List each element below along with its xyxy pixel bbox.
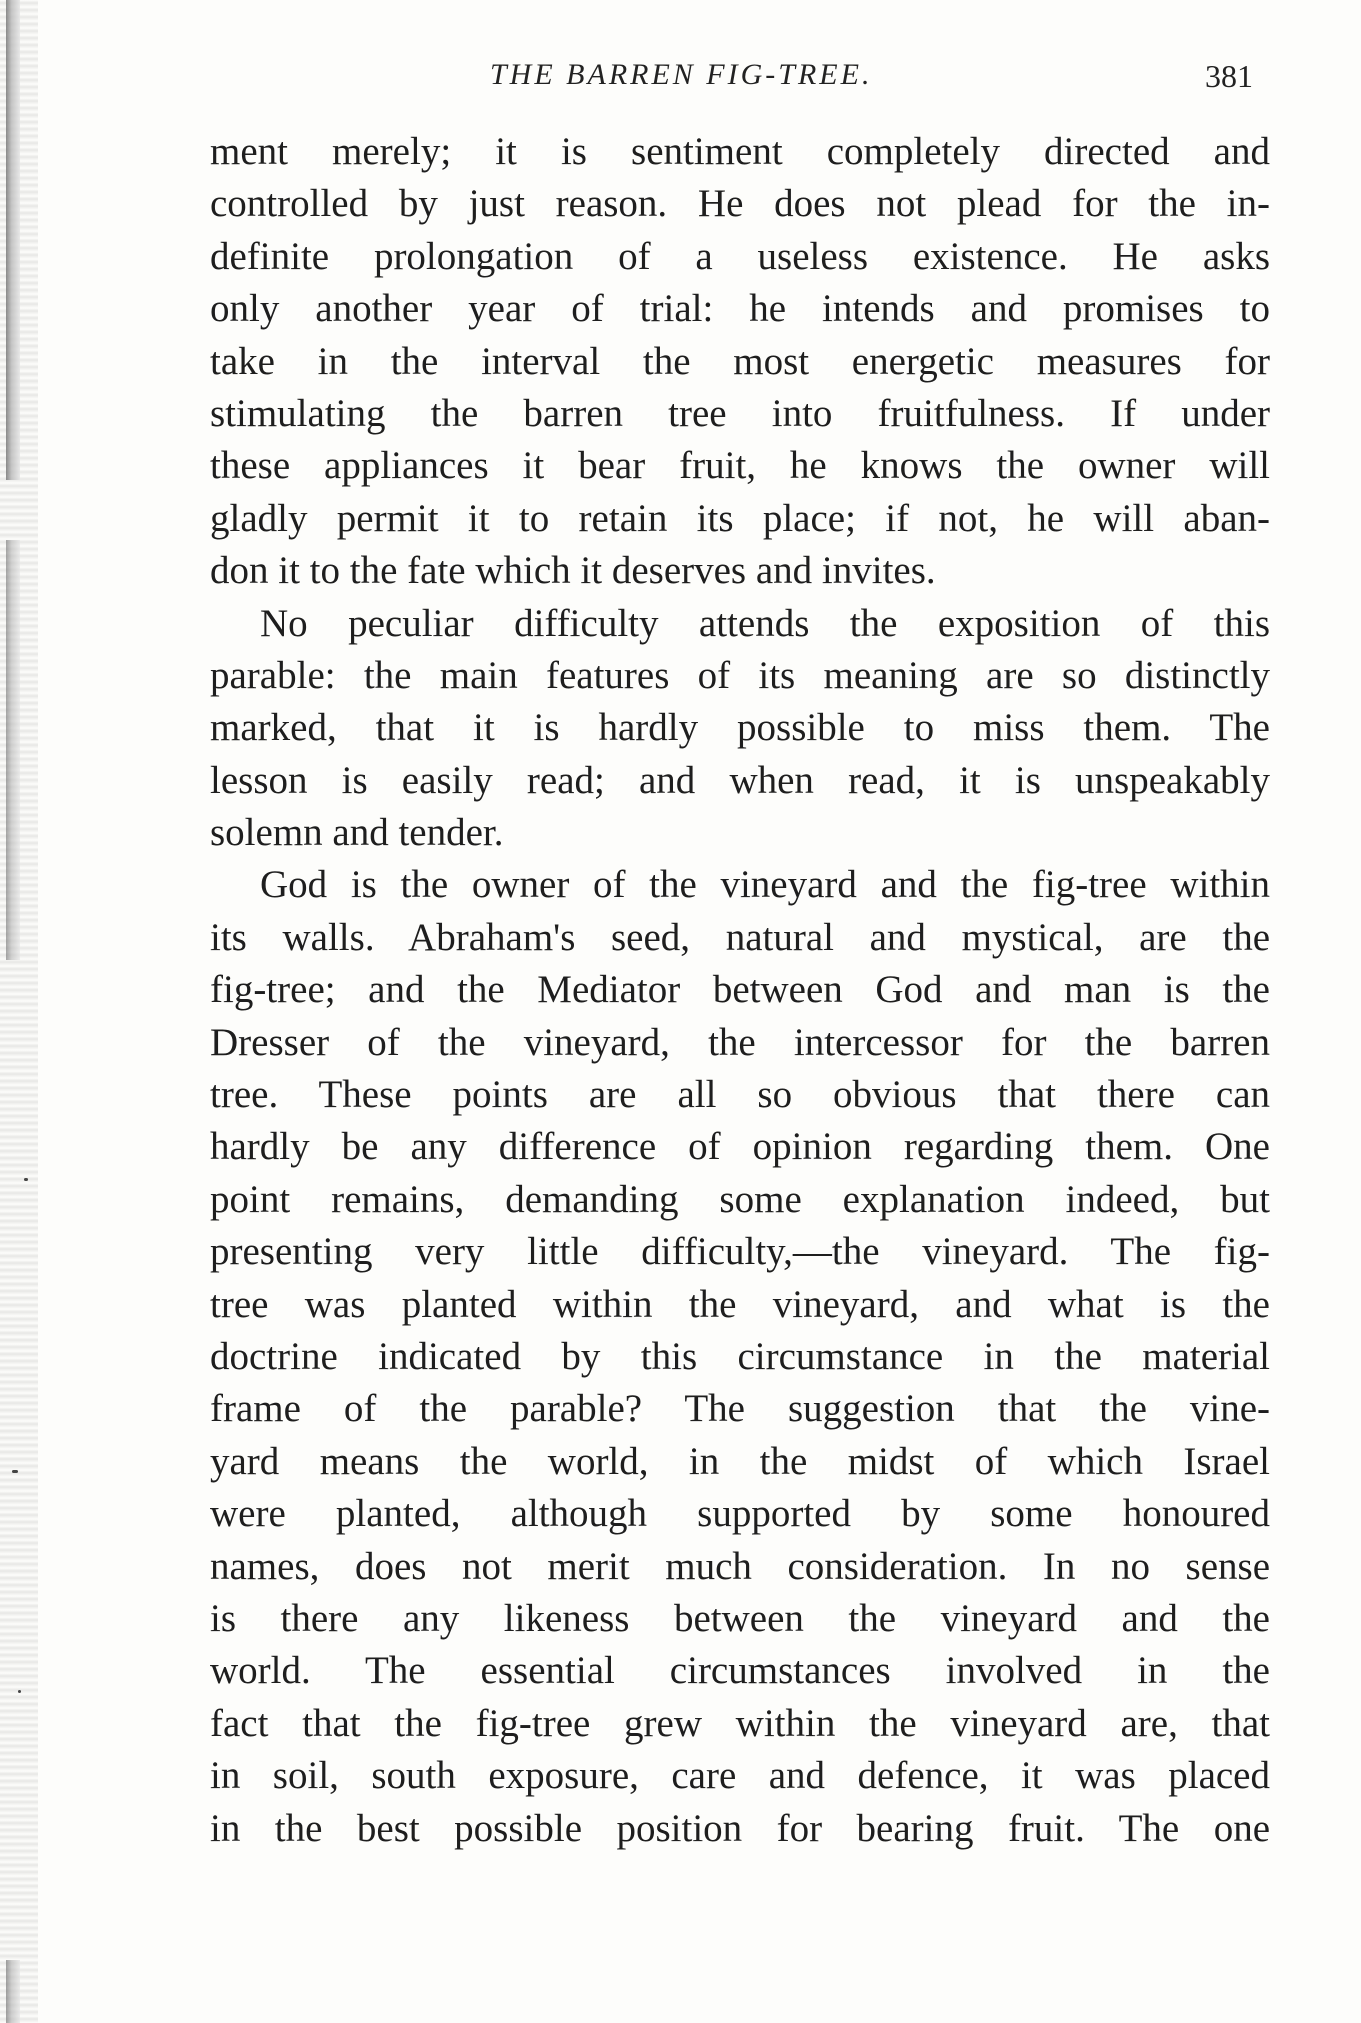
- text-line: fig-tree; and the Mediator between God and man is the: [210, 968, 1270, 1012]
- page-number: 381: [1205, 58, 1253, 94]
- text-line: in soil, south exposure, care and defence, it was placed: [210, 1754, 1270, 1798]
- binding-shadow: [6, 540, 20, 960]
- text-line: solemn and tender.: [210, 811, 504, 855]
- text-line: doctrine indicated by this circumstance in the material: [210, 1334, 1270, 1378]
- text-line: point remains, demanding some explanation indeed, but: [210, 1177, 1270, 1221]
- text-line: hardly be any difference of opinion regarding them. One: [210, 1125, 1270, 1169]
- text-line: gladly permit it to retain its place; if not, he will aban-: [210, 496, 1270, 540]
- text-line: frame of the parable? The suggestion that the vine-: [210, 1387, 1270, 1431]
- text-line: presenting very little difficulty,—the vineyard. The fig-: [210, 1230, 1270, 1274]
- text-line: in the best possible position for bearing fruit. The one: [210, 1806, 1270, 1850]
- text-line: names, does not merit much consideration. In no sense: [210, 1544, 1270, 1588]
- text-line: world. The essential circumstances involved in the: [210, 1649, 1270, 1693]
- text-line: don it to the fate which it deserves and invites.: [210, 549, 936, 593]
- paragraph-first-line: No peculiar difficulty attends the exposition of this: [260, 601, 1270, 645]
- text-line: its walls. Abraham's seed, natural and mystical, are the: [210, 915, 1270, 959]
- text-line: ment merely; it is sentiment completely directed and: [210, 130, 1270, 173]
- text-line: Dresser of the vineyard, the intercessor for the barren: [210, 1020, 1270, 1064]
- text-line: these appliances it bear fruit, he knows the owner will: [210, 444, 1270, 488]
- scan-speck: [18, 1690, 21, 1693]
- binding-shadow: [6, 1960, 20, 2023]
- paragraph-first-line: God is the owner of the vineyard and the fig-tree within: [260, 863, 1270, 907]
- running-head: [0, 58, 1361, 102]
- body-text: [210, 126, 1270, 1855]
- binding-edge: [0, 0, 38, 2023]
- scan-speck: [12, 1470, 18, 1473]
- text-line: is there any likeness between the vineyard and the: [210, 1596, 1270, 1640]
- text-line: tree was planted within the vineyard, and what is the: [210, 1282, 1270, 1326]
- text-line: were planted, although supported by some honoured: [210, 1492, 1270, 1536]
- text-line: marked, that it is hardly possible to miss them. The: [210, 706, 1270, 750]
- scan-speck: [24, 1178, 28, 1181]
- text-line: controlled by just reason. He does not plead for the in-: [210, 182, 1270, 226]
- running-title: THE BARREN FIG-TREE.: [490, 58, 873, 91]
- text-line: tree. These points are all so obvious that there can: [210, 1073, 1270, 1117]
- text-line: parable: the main features of its meaning are so distinctly: [210, 653, 1270, 697]
- text-line: lesson is easily read; and when read, it is unspeakably: [210, 758, 1270, 802]
- text-line: yard means the world, in the midst of which Israel: [210, 1439, 1270, 1483]
- text-line: stimulating the barren tree into fruitfulness. If under: [210, 391, 1270, 435]
- text-line: take in the interval the most energetic measures for: [210, 339, 1270, 383]
- text-line: only another year of trial: he intends and promises to: [210, 287, 1270, 331]
- text-line: fact that the fig-tree grew within the vineyard are, that: [210, 1701, 1270, 1745]
- text-line: definite prolongation of a useless existence. He asks: [210, 234, 1270, 278]
